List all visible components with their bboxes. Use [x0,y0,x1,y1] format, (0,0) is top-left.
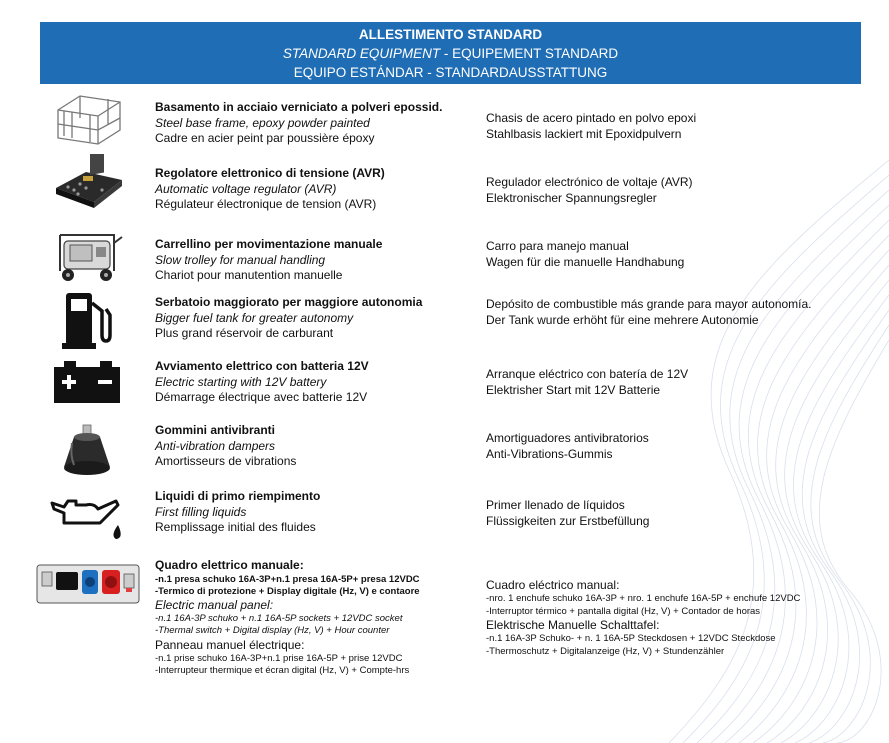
panel-line: -n.1 prise schuko 16A-3P+n.1 prise 16A-5P + prise 12VDC [155,652,403,664]
item-german: Flüssigkeiten zur Erstbefüllung [486,514,650,528]
control-panel-icon [36,562,140,606]
item-title: Basamento in acciaio verniciato a polveri epossid. [155,100,443,114]
battery-icon [50,357,125,417]
item-text-left [155,359,369,406]
item-text-right [486,366,688,398]
item-text-right [486,497,649,529]
header-subtitle-rest: - EQUIPEMENT STANDARD [440,46,619,61]
panel-title-english: Electric manual panel: [155,597,274,612]
item-text-left [155,295,422,342]
item-english: Bigger fuel tank for greater autonomy [155,310,354,325]
item-title: Gommini antivibranti [155,423,276,437]
header-banner [40,22,861,84]
item-french: Amortisseurs de vibrations [155,454,297,468]
item-spanish: Chasis de acero pintado en polvo epoxi [486,111,697,125]
steel-frame-icon [50,88,125,148]
panel-line: -Termico di protezione + Display digitale (Hz, V) e contaore [155,585,420,597]
item-german: Stahlbasis lackiert mit Epoxidpulvern [486,127,682,141]
item-spanish: Regulador electrónico de voltaje (AVR) [486,175,693,189]
item-text-left [155,100,442,147]
item-title: Avviamento elettrico con batteria 12V [155,359,369,373]
item-text-left [155,489,320,536]
panel-line: -n.1 16A-3P schuko + n.1 16A-5P sockets + 12VDC socket [155,612,403,624]
panel-title-french: Panneau manuel électrique: [155,637,305,652]
item-spanish: Primer llenado de líquidos [486,498,625,512]
header-title: ALLESTIMENTO STANDARD [358,27,543,42]
panel-title: Quadro elettrico manuale: [155,558,304,572]
panel-line: -Thermoschutz + Digitalanzeige (Hz, V) + Stundenzähler [486,645,725,657]
panel-line: -n.1 presa schuko 16A-3P+n.1 presa 16A-5P+ presa 12VDC [155,573,420,585]
item-spanish: Carro para manejo manual [486,239,629,253]
item-english: Automatic voltage regulator (AVR) [155,181,337,196]
header-subtitle-2: EQUIPO ESTÁNDAR - STANDARDAUSSTATTUNG [293,65,608,80]
item-english: First filling liquids [155,504,247,519]
item-german: Elektronischer Spannungsregler [486,191,657,205]
item-title: Carrellino per movimentazione manuale [155,237,383,251]
panel-line: -Interrupteur thermique et écran digital (Hz, V) + Compte-hrs [155,665,410,676]
item-french: Remplissage initial des fluides [155,520,316,534]
item-text-left [155,166,385,213]
item-title: Serbatoio maggiorato per maggiore autonomia [155,295,423,309]
voltage-regulator-icon [50,154,125,214]
header-subtitle [40,44,861,63]
item-spanish: Amortiguadores antivibratorios [486,431,649,445]
panel-text-right [486,578,800,658]
panel-line: -Thermal switch + Digital display (Hz, V) + Hour counter [155,625,390,636]
panel-text-left [155,558,420,678]
item-english: Anti-vibration dampers [155,438,276,453]
panel-title-german: Elektrische Manuelle Schalttafel: [486,618,660,632]
panel-line: -n.1 16A-3P Schuko- + n. 1 16A-5P Steckdosen + 12VDC Steckdose [486,633,776,644]
item-french: Plus grand réservoir de carburant [155,326,334,340]
item-english: Slow trolley for manual handling [155,252,326,267]
item-german: Anti-Vibrations-Gummis [486,447,613,461]
item-german: Elektrisher Start mit 12V Batterie [486,383,661,397]
item-german: Wagen für die manuelle Handhabung [486,255,685,269]
item-text-right [486,296,812,328]
panel-line: -nro. 1 enchufe schuko 16A-3P + nro. 1 enchufe 16A-5P + enchufe 12VDC [486,593,801,604]
item-title: Liquidi di primo riempimento [155,489,321,503]
item-text-right [486,174,693,206]
item-text-left [155,237,382,284]
item-text-right [486,430,649,462]
trolley-icon [50,225,125,285]
item-text-right [486,110,696,142]
item-french: Démarrage électrique avec batterie 12V [155,390,368,404]
header-subtitle-italic: STANDARD EQUIPMENT [282,46,441,61]
panel-title-spanish: Cuadro eléctrico manual: [486,578,620,592]
item-text-left [155,423,296,470]
item-text-right [486,238,684,270]
item-english: Electric starting with 12V battery [155,374,327,389]
item-french: Cadre en acier peint par poussière époxy [155,131,375,145]
item-spanish: Depósito de combustible más grande para mayor autonomía. [486,297,812,311]
panel-line: -Interruptor térmico + pantalla digital (Hz, V) + Contador de horas [486,605,761,617]
oil-can-icon [50,489,125,549]
damper-icon [50,421,125,481]
fuel-pump-icon [50,291,125,351]
item-german: Der Tank wurde erhöht für eine mehrere Autonomie [486,313,759,327]
item-french: Régulateur électronique de tension (AVR) [155,197,377,211]
item-title: Regolatore elettronico di tensione (AVR) [155,166,385,180]
item-english: Steel base frame, epoxy powder painted [155,115,370,130]
item-french: Chariot pour manutention manuelle [155,268,343,282]
item-spanish: Arranque eléctrico con batería de 12V [486,367,689,381]
